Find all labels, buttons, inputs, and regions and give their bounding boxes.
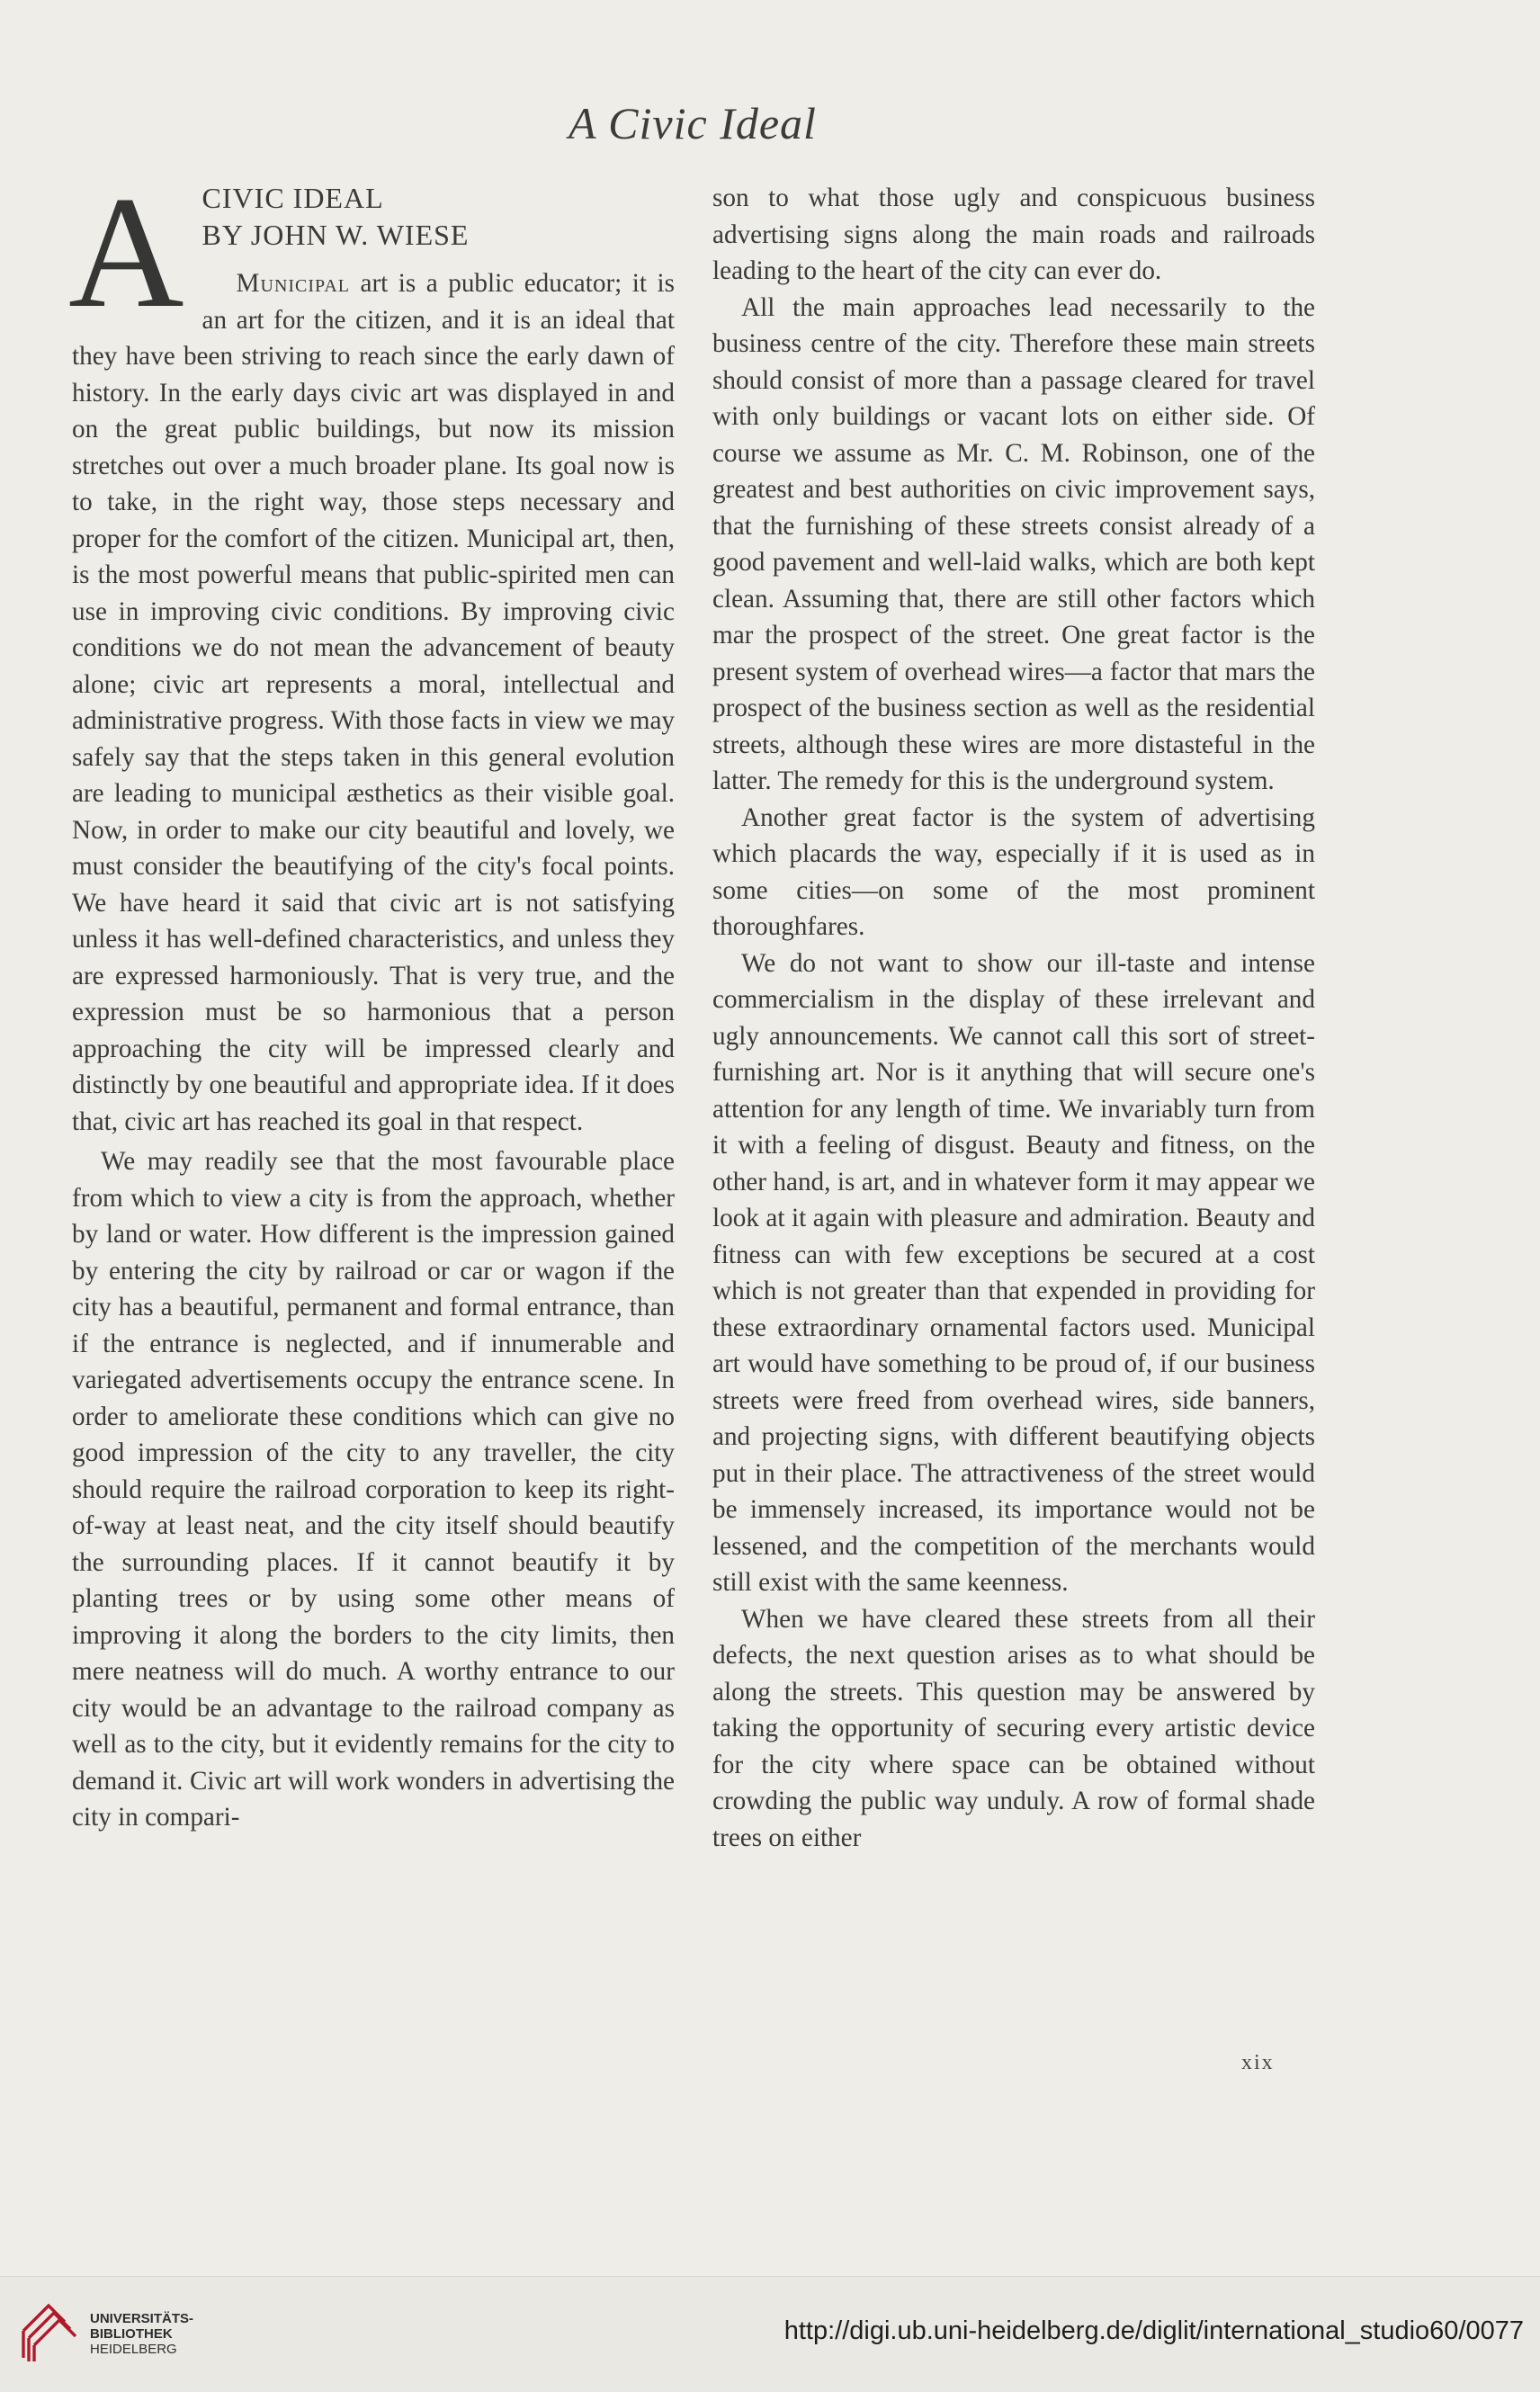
- library-name: UNIVERSITÄTS- BIBLIOTHEK HEIDELBERG: [90, 2311, 194, 2357]
- page-number: xix: [1241, 2051, 1275, 2074]
- paragraph: We may readily see that the most favourable place from which to view a city is from the approach, whether by land or water. How different is the impression gained by entering the city by railroad or car or wagon if the city has a beautiful, permanent and formal entrance, than if the entrance is neglected, and if innumerable and variegated advertisements occupy the entrance scene. In order to ameliorate these conditions which can give no good impression of the city to any traveller, the city should require the railroad corporation to keep its right-of-way at least neat, and the city itself should beautify the surrounding places. If it cannot beautify it by planting trees or by using some other means of improving it along the borders to the city limits, then mere neatness will do much. A worthy entrance to our city would be an advantage to the railroad company as well as to the city, but it evidently remains for the city to demand it. Civic art will work wonders in advertising the city in compari-: [72, 1147, 675, 1832]
- library-logo-icon: [18, 2291, 83, 2363]
- digitization-footer: [0, 2276, 1540, 2392]
- paragraph: [72, 265, 675, 1140]
- paragraph: Another great factor is the system of advertising which placards the way, especially if it is used as in some cities—on some of the most prominent thoroughfares.: [712, 802, 1315, 941]
- paragraph: When we have cleared these streets from all their defects, the next question arises as to what should be along the streets. This question may be answered by taking the opportunity of securing every artistic device for the city where space can be obtained without crowding the public way unduly. A row of formal shade trees on either: [712, 1604, 1315, 1852]
- article-byline: BY JOHN W. WIESE: [201, 218, 470, 251]
- right-column: [712, 180, 1315, 1856]
- drop-cap: A: [68, 163, 184, 341]
- paragraph: All the main approaches lead necessarily to the business centre of the city. Therefore these main streets should consist of more than a passage cleared for travel with only buildings or vacant lots on either side. Of course we assume as Mr. C. M. Robinson, one of the greatest and best authorities on civic improvement says, that the furnishing of these streets consist already of a good pavement and well-laid walks, which are both kept clean. Assuming that, there are still other factors which mar the prospect of the street. One great factor is the present system of overhead wires—a factor that mars the prospect of the business section as well as the residential streets, although these wires are more distasteful in the latter. The remedy for this is the underground system.: [712, 292, 1315, 795]
- paragraph: We do not want to show our ill-taste and intense commercialism in the display of these irrelevant and ugly announcements. We cannot call this sort of street-furnishing art. Nor is it anything that will secure one's attention for any length of time. We invariably turn from it with a feeling of disgust. Beauty and fitness, on the other hand, is art, and in whatever form it may appear we look at it again with pleasure and admiration. Beauty and fitness can with few exceptions be secured at a cost which is not greater than that expended in providing for these extraordinary ornamental factors used. Municipal art would have something to be proud of, if our business streets were freed from overhead wires, side banners, and projecting signs, with different beautifying objects put in their place. The attractiveness of the street would be immensely increased, its importance would not be lessened, and the competition of the merchants would still exist with the same keenness.: [712, 948, 1315, 1597]
- source-url[interactable]: http://digi.ub.uni-heidelberg.de/diglit/international_studio60/0077: [783, 2316, 1524, 2345]
- left-column: [68, 163, 675, 1836]
- paragraph: son to what those ugly and conspicuous business advertising signs along the main roads and railroads leading to the heart of the city can ever do.: [712, 184, 1315, 285]
- running-head: A Civic Ideal: [569, 98, 817, 148]
- paragraph-text: art is a public educator; it is an art for the citizen, and it is an ideal that they have been striving to reach since the early dawn of history. In the early days civic art was displayed in and on the great public buildings, but now its mission stretches out over a much broader plane. Its goal now is to take, in the right way, those steps necessary and proper for the comfort of the citizen. Municipal art, then, is the most powerful means that public-spirited men can use in improving civic conditions. By improving civic conditions we do not mean the advancement of beauty alone; civic art represents a moral, intellectual and administrative progress. With those facts in view we may safely say that the steps taken in this general evolution are leading to municipal æsthetics as their visible goal. Now, in order to make our city beautiful and lovely, we must consider the beautifying of the city's focal points. We have heard it said that civic art is not satisfying unless it has well-defined characteristics, and unless they are expressed harmoniously. That is very true, and the expression must be so harmonious that a person approaching the city will be impressed clearly and distinctly by one beautiful and appropriate idea. If it does that, civic art has reached its goal in that respect.: [72, 269, 675, 1136]
- lead-word: Municipal: [236, 269, 350, 298]
- article-title: CIVIC IDEAL: [201, 182, 384, 214]
